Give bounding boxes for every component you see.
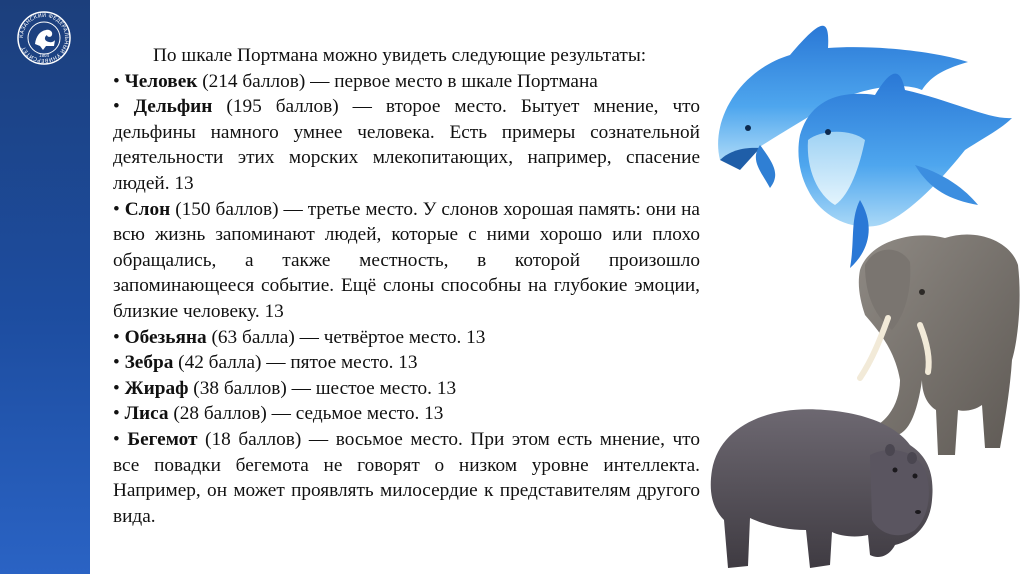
animal-description: (214 баллов) — первое место в шкале Портмана xyxy=(197,70,598,92)
elephant-illustration xyxy=(859,234,1020,455)
animal-description: (42 балла) — пятое место. 13 xyxy=(173,352,418,374)
bullet: • xyxy=(113,377,120,399)
list-item-fox xyxy=(113,401,700,427)
animal-description: (63 балла) — четвёртое место. 13 xyxy=(206,326,486,348)
list-item-giraffe xyxy=(113,376,700,402)
animal-name: Обезьяна xyxy=(124,326,207,348)
animal-name: Человек xyxy=(124,70,198,92)
sidebar-band xyxy=(0,0,90,574)
animal-name: Жираф xyxy=(124,377,189,399)
animal-name: Зебра xyxy=(124,352,174,374)
bullet: • xyxy=(113,96,120,118)
intro-paragraph: По шкале Портмана можно увидеть следующие результаты: xyxy=(153,45,647,66)
list-item-dolphin xyxy=(113,94,700,196)
animal-description: (28 баллов) — седьмое место. 13 xyxy=(168,403,444,425)
animal-description: (195 баллов) — второе место. Бытует мнение, что дельфины намного умнее человека. Есть примеры сознательной деятельности этих морских млекопитающих, например, спасение людей. 13 xyxy=(113,96,700,194)
dolphin-illustration xyxy=(718,26,1012,268)
list-item-hippo xyxy=(113,427,700,529)
animal-name: Дельфин xyxy=(133,96,213,118)
university-emblem-icon xyxy=(16,10,72,66)
animal-description: (150 баллов) — третье место. У слонов хорошая память: они на всю жизнь запоминают людей, которые с ними хорошо или плохо обращались, а также местность, в которой произошло запоминающееся событие. Ещё слоны способны на глубокие эмоции, близкие человеку. 13 xyxy=(113,198,700,322)
list-item-zebra xyxy=(113,350,700,376)
bullet: • xyxy=(113,352,120,374)
list-item-monkey xyxy=(113,325,700,351)
bullet: • xyxy=(113,70,120,92)
list-item-elephant xyxy=(113,197,700,325)
bullet: • xyxy=(113,428,120,450)
animal-name: Слон xyxy=(124,198,171,220)
bullet: • xyxy=(113,198,120,220)
bullet: • xyxy=(113,326,120,348)
animal-description: (18 баллов) — восьмое место. При этом есть мнение, что все повадки бегемота не говорят о низком уровне интеллекта. Например, он может проявлять милосердие к представителям другого вида. xyxy=(113,428,700,527)
emblem-ring-text: КАЗАНСКИЙ ФЕДЕРАЛЬНЫЙ УНИВЕРСИТЕТ xyxy=(18,12,70,64)
list-item-human xyxy=(113,69,700,95)
bullet: • xyxy=(113,403,120,425)
ranking-text xyxy=(113,43,700,529)
animal-name: Лиса xyxy=(124,403,169,425)
animal-name: Бегемот xyxy=(127,428,198,450)
animal-description: (38 баллов) — шестое место. 13 xyxy=(188,377,457,399)
emblem-year: 1804 xyxy=(38,53,50,58)
animals-illustration xyxy=(700,0,1024,574)
